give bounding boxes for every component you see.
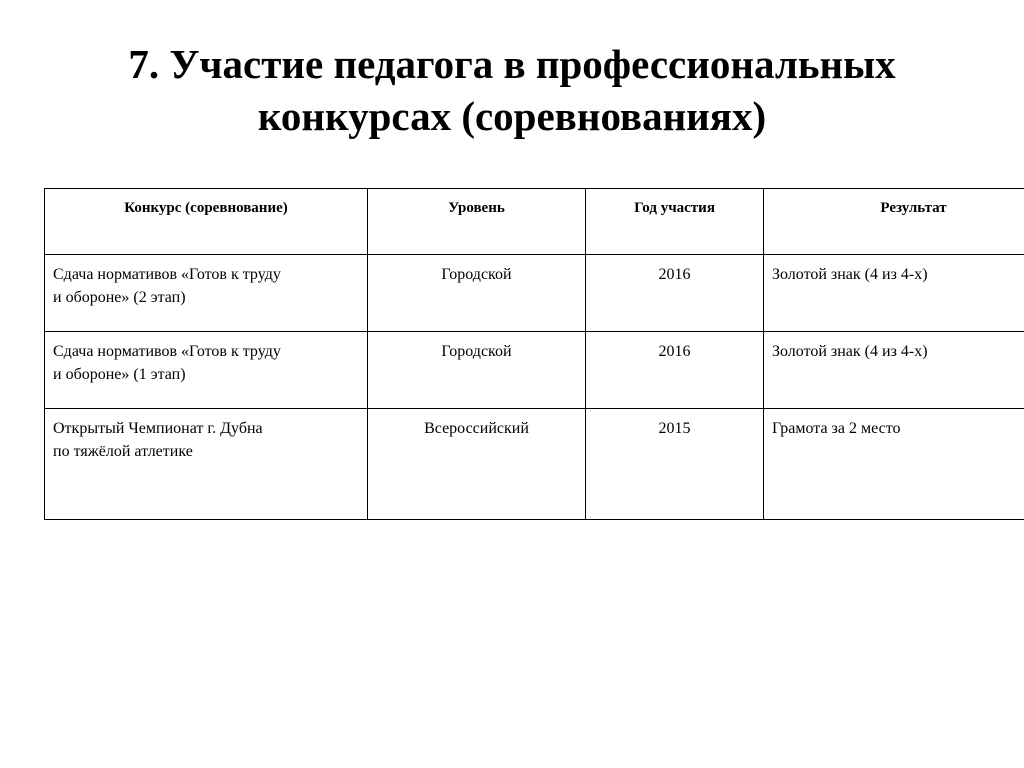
slide-title-line-1: 7. Участие педагога в профессиональных xyxy=(128,41,896,87)
cell-result: Золотой знак (4 из 4-х) xyxy=(764,255,1024,332)
slide-title xyxy=(40,38,984,142)
cell-competition xyxy=(45,332,368,409)
cell-competition-line-2: по тяжёлой атлетике xyxy=(53,443,193,460)
cell-year: 2016 xyxy=(586,255,764,332)
cell-result: Грамота за 2 место xyxy=(764,409,1024,520)
slide-title-line-2: конкурсах (соревнованиях) xyxy=(257,93,767,139)
cell-competition-line-2: и обороне» (1 этап) xyxy=(53,366,186,383)
cell-competition-line-1: Открытый Чемпионат г. Дубна xyxy=(53,420,263,437)
cell-level: Городской xyxy=(368,255,586,332)
header-year: Год участия xyxy=(586,189,764,255)
table-row xyxy=(45,255,1024,332)
header-result: Результат xyxy=(764,189,1024,255)
table-row xyxy=(45,332,1024,409)
cell-level: Городской xyxy=(368,332,586,409)
cell-level: Всероссийский xyxy=(368,409,586,520)
competitions-table xyxy=(44,188,1024,520)
table-header-row xyxy=(45,189,1024,255)
cell-year: 2015 xyxy=(586,409,764,520)
cell-competition-line-1: Сдача нормативов «Готов к труду xyxy=(53,343,281,360)
cell-competition xyxy=(45,255,368,332)
cell-competition xyxy=(45,409,368,520)
cell-competition-line-1: Сдача нормативов «Готов к труду xyxy=(53,266,281,283)
table-row xyxy=(45,409,1024,520)
header-competition: Конкурс (соревнование) xyxy=(45,189,368,255)
header-level: Уровень xyxy=(368,189,586,255)
cell-year: 2016 xyxy=(586,332,764,409)
cell-competition-line-2: и обороне» (2 этап) xyxy=(53,289,186,306)
cell-result: Золотой знак (4 из 4-х) xyxy=(764,332,1024,409)
